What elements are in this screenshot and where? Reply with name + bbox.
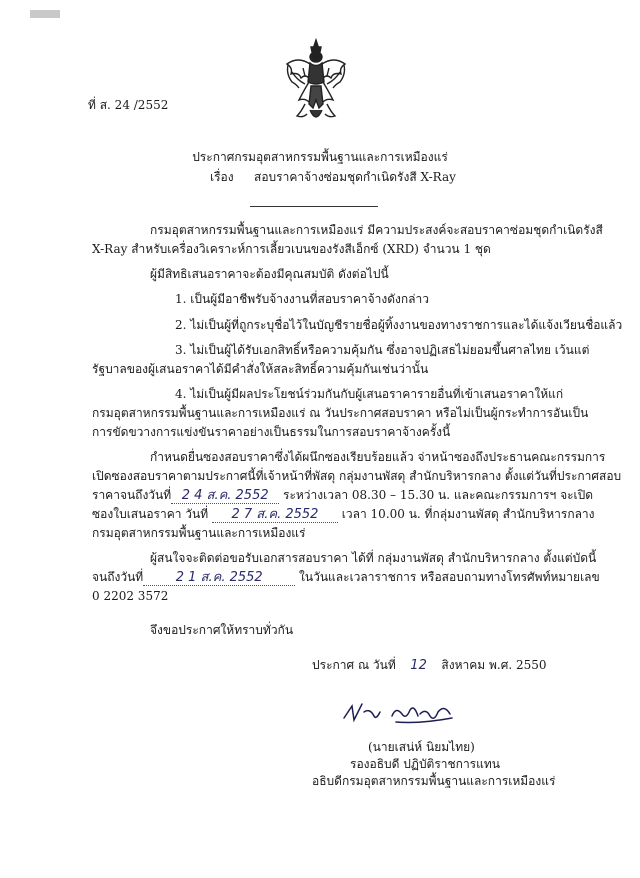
- documents-deadline-prefix: จนถึงวันที่: [92, 570, 144, 584]
- qualification-item-3-line-1: 3. ไม่เป็นผู้ได้รับเอกสิทธิ์หรือความคุ้มกัน ซึ่งอาจปฏิเสธไม่ยอมขึ้นศาลไทย เว้นแต่: [175, 343, 590, 357]
- documents-deadline-suffix: ในวันและเวลาราชการ หรือสอบถามทางโทรศัพท์หมายเลข: [299, 570, 600, 584]
- submission-line-5: กรมอุตสาหกรรมพื้นฐานและการเหมืองแร่: [92, 526, 306, 540]
- qualification-item-4-line-1: 4. ไม่เป็นผู้มีผลประโยชน์ร่วมกันกับผู้เสนอราคารายอื่นที่เข้าเสนอราคาให้แก่: [175, 387, 564, 401]
- signatory-name: (นายเสน่ห์ นิยมไทย): [368, 740, 475, 754]
- documents-line-1: ผู้สนใจจะติดต่อขอรับเอกสารสอบราคา ได้ที่ กลุ่มงานพัสดุ สำนักบริหารกลาง ตั้งแต่บัดนี้: [150, 551, 597, 565]
- signatory-position-2: อธิบดีกรมอุตสาหกรรมพื้นฐานและการเหมืองแร่: [312, 774, 556, 788]
- intro-line-1: กรมอุตสาหกรรมพื้นฐานและการเหมืองแร่ มีความประสงค์จะสอบราคาซ่อมชุดกำเนิดรังสี: [150, 223, 603, 237]
- intro-line-2: X-Ray สำหรับเครื่องวิเคราะห์การเลี้ยวเบนของรังสีเอ็กซ์ (XRD) จำนวน 1 ชุด: [92, 242, 491, 256]
- announcement-date: [312, 658, 547, 673]
- qualification-item-3-line-2: รัฐบาลของผู้เสนอราคาได้มีคำสั่งให้สละสิทธิ์ความคุ้มกันเช่นว่านั้น: [92, 362, 429, 376]
- garuda-emblem: [283, 38, 349, 126]
- submission-line-1: กำหนดยื่นซองสอบราคาซึ่งได้ผนึกซองเรียบร้อยแล้ว จ่าหน้าซองถึงประธานคณะกรรมการ: [150, 450, 606, 464]
- closing-statement: จึงขอประกาศให้ทราบทั่วกัน: [150, 623, 294, 637]
- subject-label: เรื่อง: [210, 170, 234, 184]
- bid-opening-date: 2 7 ส.ค. 2552: [231, 507, 319, 522]
- title-divider: [250, 206, 378, 207]
- phone-number: 0 2202 3572: [92, 589, 169, 603]
- documents-line-2: [92, 570, 600, 586]
- announcement-title: ประกาศกรมอุตสาหกรรมพื้นฐานและการเหมืองแร่: [192, 150, 448, 164]
- announcement-date-suffix: สิงหาคม พ.ศ. 2550: [441, 658, 547, 672]
- subject-text: สอบราคาจ้างซ่อมชุดกำเนิดรังสี X-Ray: [254, 170, 456, 184]
- qualification-item-1: 1. เป็นผู้มีอาชีพรับจ้างงานที่สอบราคาจ้างดังกล่าว: [175, 292, 430, 306]
- submission-deadline-suffix: ระหว่างเวลา 08.30 – 15.30 น. และคณะกรรมการฯ จะเปิด: [283, 488, 594, 502]
- announcement-day: 12: [410, 658, 427, 673]
- documents-deadline-date: 2 1 ส.ค. 2552: [175, 570, 263, 585]
- signatory-position-1: รองอธิบดี ปฏิบัติราชการแทน: [350, 757, 500, 771]
- qualifications-heading: ผู้มีสิทธิเสนอราคาจะต้องมีคุณสมบัติ ดังต่อไปนี้: [150, 267, 389, 281]
- announcement-date-prefix: ประกาศ ณ วันที่: [312, 658, 396, 672]
- submission-line-3: [92, 488, 593, 504]
- qualification-item-4-line-2: กรมอุตสาหกรรมพื้นฐานและการเหมืองแร่ ณ วันประกาศสอบราคา หรือไม่เป็นผู้กระทำการอันเป็น: [92, 406, 589, 420]
- scan-artifact: [30, 10, 60, 18]
- handwritten-signature: [340, 698, 470, 728]
- bid-opening-prefix: ซองใบเสนอราคา วันที่: [92, 507, 209, 521]
- bid-opening-suffix: เวลา 10.00 น. ที่กลุ่มงานพัสดุ สำนักบริหารกลาง: [341, 507, 595, 521]
- qualification-item-4-line-3: การขัดขวางการแข่งขันราคาอย่างเป็นธรรมในการสอบราคาจ้างครั้งนี้: [92, 425, 451, 439]
- submission-line-2: เปิดซองสอบราคาตามประกาศนี้ที่เจ้าหน้าที่พัสดุ กลุ่มงานพัสดุ สำนักบริหารกลาง ตั้งแต่วันที่ประกาศสอบ: [92, 469, 622, 483]
- submission-deadline-prefix: ราคาจนถึงวันที่: [92, 488, 172, 502]
- document-number: ที่ ส. 24 /2552: [88, 98, 169, 112]
- submission-line-4: [92, 507, 595, 523]
- submission-deadline-date: 2 4 ส.ค. 2552: [181, 488, 269, 503]
- qualification-item-2: 2. ไม่เป็นผู้ที่ถูกระบุชื่อไว้ในบัญชีรายชื่อผู้ทิ้งงานของทางราชการและได้แจ้งเวียนชื่อแล้ว: [175, 318, 623, 332]
